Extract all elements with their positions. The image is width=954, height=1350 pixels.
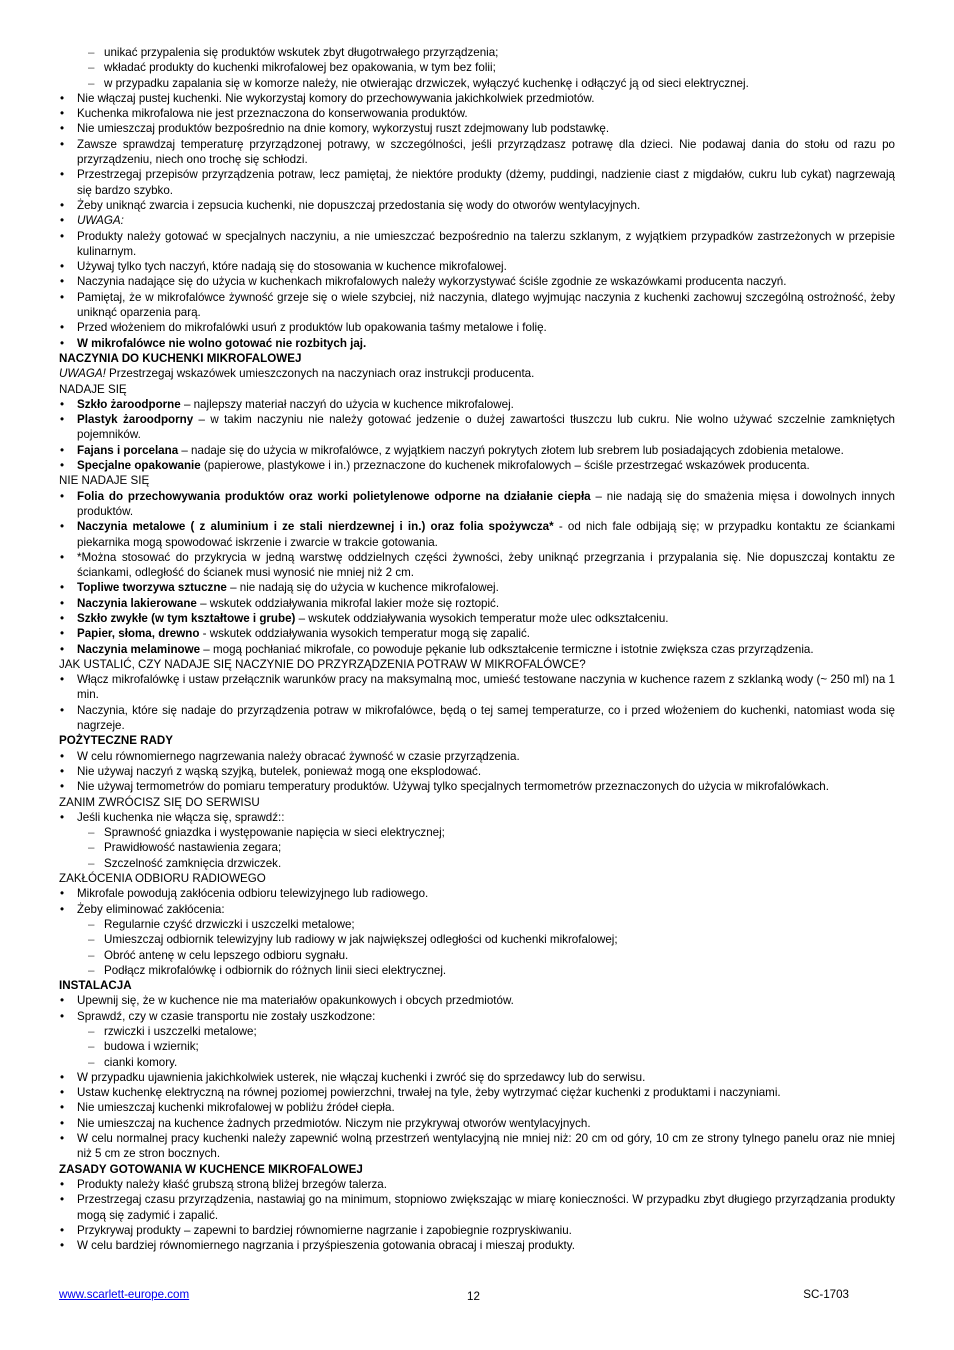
bullet-item: [59, 626, 895, 641]
bullet-item: [59, 902, 895, 917]
text-run: – wskutek oddziaływania wysokich temperatur może ulec odkształceniu.: [295, 611, 669, 625]
bullet-item: [59, 397, 895, 412]
dash-item: [59, 1055, 895, 1070]
text-run: Przestrzegaj przepisów przyrządzenia potraw, lecz pamiętaj, że niektóre produkty (dżemy, puddingi, nadzienie ciast z migdałów, cukru lub cykat) nagrzewają się bardzo szybko.: [77, 168, 895, 197]
text-run: W celu bardziej równomiernego nagrzania i przyśpieszenia gotowania obracaj i mieszaj produkty.: [77, 1239, 575, 1253]
text-run: Produkty należy kłaść grubszą stroną bliżej brzegów talerza.: [77, 1177, 387, 1191]
section-text: [59, 366, 895, 381]
bullet-item: [59, 596, 895, 611]
text-run: Naczynia nadające się do użycia w kuchenkach mikrofalowych należy wykorzystywać ściśle zgodnie ze wskazówkami producenta naczyń.: [77, 275, 787, 289]
bullet-item: [59, 779, 895, 794]
model-number: SC-1703: [803, 1288, 849, 1301]
text-run: budowa i wziernik;: [104, 1040, 199, 1054]
text-run: W przypadku ujawnienia jakichkolwiek usterek, nie włączaj kuchenki i zwróć się do sprzedawcy lub do serwisu.: [77, 1070, 646, 1084]
dash-item: [59, 76, 895, 91]
text-run: – nie nadają się do użycia w kuchence mikrofalowej.: [226, 581, 499, 595]
section-text: [59, 657, 895, 672]
bullet-item: [59, 1116, 895, 1131]
bullet-item: [59, 1238, 895, 1253]
text-run: Podłącz mikrofalówkę i odbiornik do różnych linii sieci elektrycznej.: [104, 963, 447, 977]
dash-item: [59, 1039, 895, 1054]
bullet-item: [59, 642, 895, 657]
bullet-item: [59, 106, 895, 121]
text-run: Nie umieszczaj na kuchence żadnych przedmiotów. Niczym nie przykrywaj otworów wentylacyjnych.: [77, 1116, 591, 1130]
text-run: Włącz mikrofalówkę i ustaw przełącznik warunków pracy na maksymalną moc, umieść testowane naczynia w kuchence razem z szklanką wody (~ 250 ml) na 1 min.: [77, 673, 895, 702]
text-run: POŻYTECZNE RADY: [59, 734, 174, 748]
text-run: Folia do przechowywania produktów oraz worki polietylenowe odporne na działanie ciepła: [77, 489, 591, 503]
text-run: Nie umieszczaj produktów bezpośrednio na dnie komory, wykorzystuj ruszt zdejmowany lub podstawkę.: [77, 122, 610, 136]
text-run: ZANIM ZWRÓCISZ SIĘ DO SERWISU: [59, 795, 260, 809]
text-run: – najlepszy materiał naczyń do użycia w kuchence mikrofalowej.: [180, 397, 514, 411]
dash-item: [59, 825, 895, 840]
text-run: Szkło żaroodporne: [77, 397, 181, 411]
text-run: W celu normalnej pracy kuchenki należy zapewnić wolną przestrzeń wentylacyjną nie mniej niż: 20 cm od góry, 10 cm ze strony tylnego panelu oraz nie mniej niż 5 cm ze stron bocznych.: [77, 1132, 895, 1161]
section-text: [59, 978, 895, 993]
manual-text: [59, 45, 895, 1253]
text-run: Szkło zwykłe (w tym kształtowe i grube): [77, 611, 296, 625]
text-run: Żeby uniknąć zwarcia i zepsucia kuchenki, nie dopuszczaj przedostania się wody do otworów wentylacyjnych.: [77, 198, 641, 212]
bullet-item: [59, 259, 895, 274]
bullet-item: [59, 167, 895, 198]
text-run: Przestrzegaj wskazówek umieszczonych na naczyniach oraz instrukcji producenta.: [105, 367, 535, 381]
dash-item: [59, 45, 895, 60]
text-run: Prawidłowość nastawienia zegara;: [104, 841, 282, 855]
bullet-item: [59, 290, 895, 321]
text-run: UWAGA!: [59, 367, 106, 381]
website-link[interactable]: www.scarlett-europe.com: [59, 1288, 190, 1301]
text-run: Nie umieszczaj kuchenki mikrofalowej w pobliżu źródeł ciepła.: [77, 1101, 395, 1115]
text-run: W celu równomiernego nagrzewania należy obracać żywność w czasie przyrządzenia.: [77, 749, 520, 763]
bullet-item: [59, 886, 895, 901]
text-run: Używaj tylko tych naczyń, które nadają się do stosowania w kuchence mikrofalowej.: [77, 260, 507, 274]
text-run: Szczelność zamknięcia drzwiczek.: [104, 856, 282, 870]
bullet-item: [59, 1192, 895, 1223]
text-run: Obróć antenę w celu lepszego odbioru sygnału.: [104, 948, 349, 962]
text-run: wkładać produkty do kuchenki mikrofalowej bez opakowania, w tym bez folii;: [104, 61, 496, 75]
text-run: JAK USTALIĆ, CZY NADAJE SIĘ NACZYNIE DO PRZYRZĄDZENIA POTRAW W MIKROFALÓWCE?: [59, 657, 586, 671]
text-run: ZAKŁÓCENIA ODBIORU RADIOWEGO: [59, 872, 266, 886]
text-run: Regularnie czyść drzwiczki i uszczelki metalowe;: [104, 917, 355, 931]
bullet-item: [59, 1100, 895, 1115]
text-run: INSTALACJA: [59, 979, 132, 993]
text-run: Przykrywaj produkty – zapewni to bardziej równomierne nagrzanie i zapobiegnie rozpryskiwaniu.: [77, 1223, 572, 1237]
text-run: ZASADY GOTOWANIA W KUCHENCE MIKROFALOWEJ: [59, 1162, 363, 1176]
dash-item: [59, 60, 895, 75]
text-run: cianki komory.: [104, 1055, 178, 1069]
bullet-item: [59, 1070, 895, 1085]
bullet-item: [59, 137, 895, 168]
text-run: rzwiczki i uszczelki metalowe;: [104, 1025, 257, 1038]
bullet-item: [59, 458, 895, 473]
bullet-item: [59, 519, 895, 550]
text-run: Nie włączaj pustej kuchenki. Nie wykorzystaj komory do przechowywania jakichkolwiek przedmiotów.: [77, 91, 595, 105]
bullet-item: [59, 91, 895, 106]
text-run: Naczynia, które się nadaje do przyrządzenia potraw w mikrofalówce, będą o tej samej temperaturze, co i przed włożeniem do kuchenki, natomiast woda się nagrzeje.: [77, 703, 895, 733]
text-run: NACZYNIA DO KUCHENKI MIKROFALOWEJ: [59, 351, 302, 365]
text-run: Ustaw kuchenkę elektryczną na równej poziomej powierzchni, trwałej na tyle, żeby wytrzymać ciężar kuchenki z produktami i naczyniami.: [77, 1086, 781, 1100]
text-run: W mikrofalówce nie wolno gotować nie rozbitych jaj.: [77, 336, 367, 350]
dash-item: [59, 948, 895, 963]
bullet-item: [59, 1223, 895, 1238]
dash-item: [59, 840, 895, 855]
bullet-item: [59, 580, 895, 595]
bullet-item: [59, 810, 895, 825]
section-text: [59, 473, 895, 488]
bullet-item: [59, 672, 895, 703]
bullet-item: [59, 229, 895, 260]
bullet-item: [59, 213, 895, 228]
dash-item: [59, 856, 895, 871]
text-run: Nie używaj termometrów do pomiaru temperatury produktów. Używaj tylko specjalnych termometrów przeznaczonych do użycia w mikrofalówkach.: [77, 780, 829, 794]
bullet-item: [59, 443, 895, 458]
text-run: Mikrofale powodują zakłócenia odbioru telewizyjnego lub radiowego.: [77, 887, 429, 901]
bullet-item: [59, 703, 895, 734]
bullet-item: [59, 749, 895, 764]
text-run: Naczynia lakierowane: [77, 596, 197, 610]
text-run: UWAGA:: [77, 214, 124, 228]
bullet-item: [59, 1131, 895, 1162]
text-run: Umieszczaj odbiornik telewizyjny lub radiowy w jak największej odległości od kuchenki mikrofalowej;: [104, 933, 618, 947]
text-run: Żeby eliminować zakłócenia:: [77, 902, 225, 916]
text-run: Topliwe tworzywa sztuczne: [77, 581, 227, 595]
section-text: [59, 871, 895, 886]
bullet-item: [59, 121, 895, 136]
bullet-item: [59, 336, 895, 351]
section-text: [59, 1162, 895, 1177]
dash-item: [59, 1024, 895, 1039]
bullet-item: [59, 1009, 895, 1024]
text-run: Sprawdź, czy w czasie transportu nie zostały uszkodzone:: [77, 1009, 376, 1023]
text-run: Przed włożeniem do mikrofalówki usuń z produktów lub opakowania taśmy metalowe i folię.: [77, 321, 547, 335]
text-run: Kuchenka mikrofalowa nie jest przeznaczona do konserwowania produktów.: [77, 107, 468, 121]
text-run: – nie nadają się do smażenia mięsa i dowolnych innych produktów.: [77, 489, 895, 518]
text-run: Specjalne opakowanie: [77, 459, 201, 473]
dash-item: [59, 963, 895, 978]
text-run: (papierowe, plastykowe i in.) przeznaczone do kuchenek mikrofalowych – ściśle przestrzegać wskazówek producenta.: [200, 459, 810, 473]
text-run: unikać przypalenia się produktów wskutek zbyt długotrwałego przyrządzenia;: [104, 46, 499, 59]
text-run: Fajans i porcelana: [77, 443, 179, 457]
text-run: Zawsze sprawdzaj temperaturę przyrządzonej potrawy, w szczególności, jeśli przyrządzasz potrawę dla dzieci. Nie podawaj dania do stołu od razu po przyrządzeniu, niech ono trochę się schłodzi.: [77, 137, 895, 167]
bullet-item: [59, 1085, 895, 1100]
text-run: NADAJE SIĘ: [59, 382, 127, 396]
bullet-item: [59, 320, 895, 335]
text-run: Produkty należy gotować w specjalnych naczyniu, a nie umieszczać bezpośrednio na talerzu szklanym, z wyjątkiem przypadków zastrzeżonych w przepisie kulinarnym.: [77, 229, 895, 258]
text-run: – w takim naczyniu nie należy gotować jedzenie o dużej zawartości tłuszczu lub cukru. Nie wolno używać szczelnie zamkniętych pojemników.: [77, 413, 895, 442]
bullet-item: [59, 993, 895, 1008]
text-run: Naczynia melaminowe: [77, 642, 201, 656]
text-run: Upewnij się, że w kuchence nie ma materiałów opakunkowych i obcych przedmiotów.: [77, 994, 514, 1008]
bullet-item: [59, 611, 895, 626]
text-run: Papier, słoma, drewno: [77, 627, 200, 641]
text-run: Sprawność gniazdka i występowanie napięcia w sieci elektrycznej;: [104, 826, 445, 840]
text-run: Naczynia metalowe ( z aluminium i ze stali nierdzewnej i in.) oraz folia spożywcza*: [77, 520, 554, 534]
bullet-item: [59, 412, 895, 443]
text-run: – nadaje się do użycia w mikrofalówce, z wyjątkiem naczyń pokrytych złotem lub srebrem lub posiadających zdobienia metalowe.: [178, 443, 844, 457]
text-run: Nie używaj naczyń z wąską szyjką, butelek, ponieważ mogą one eksplodować.: [77, 764, 482, 778]
section-text: [59, 351, 895, 366]
text-run: – mogą pochłaniać mikrofale, co powoduje pękanie lub odkształcenie termiczne i istotnie zwiększa czas przyrządzenia.: [200, 642, 814, 656]
text-run: Pamiętaj, że w mikrofalówce żywność grzeje się o wiele szybciej, niż naczynia, dlatego wyjmując naczynia z kuchenki zachowuj szczególną ostrożność, żeby uniknąć oparzenia parą.: [77, 290, 895, 320]
bullet-item: [59, 1177, 895, 1192]
bullet-item: [59, 764, 895, 779]
text-run: Plastyk żaroodporny: [77, 413, 194, 427]
dash-item: [59, 932, 895, 947]
page-number: 12: [467, 1290, 480, 1303]
section-text: [59, 382, 895, 397]
text-run: - wskutek oddziaływania wysokich temperatur mogą się zapalić.: [199, 627, 530, 641]
section-text: [59, 795, 895, 810]
text-run: – wskutek oddziaływania mikrofal lakier może się roztopić.: [196, 596, 500, 610]
bullet-item: [59, 198, 895, 213]
text-run: - od nich fale odbijają się; w przypadku kontaktu ze ściankami piekarnika mogą spowodować iskrzenie i zwarcie w trakcie gotowania.: [77, 520, 895, 549]
bullet-item: [59, 550, 895, 581]
text-run: Przestrzegaj czasu przyrządzenia, nastawiaj go na minimum, stopniowo zwiększając w miarę konieczności. W przypadku zbyt długiego przyrządzania produkty mogą się zadymić i zapalić.: [77, 1193, 895, 1222]
section-text: [59, 733, 895, 748]
text-run: w przypadku zapalania się w komorze należy, nie otwierając drzwiczek, wyłączyć kuchenkę i odłączyć ją od sieci elektrycznej.: [104, 76, 749, 90]
page-footer: [59, 1288, 849, 1306]
text-run: *Można stosować do przykrycia w jedną warstwę oddzielnych części żywności, żeby uniknąć przegrzania i przypalania się. Nie dopuszczaj kontaktu ze ściankami, odległość do ścianek musi wynosić nie mniej niż 2 cm.: [77, 550, 895, 580]
dash-item: [59, 917, 895, 932]
text-run: NIE NADAJE SIĘ: [59, 474, 150, 488]
bullet-item: [59, 274, 895, 289]
bullet-item: [59, 489, 895, 520]
text-run: Jeśli kuchenka nie włącza się, sprawdź::: [77, 810, 285, 824]
